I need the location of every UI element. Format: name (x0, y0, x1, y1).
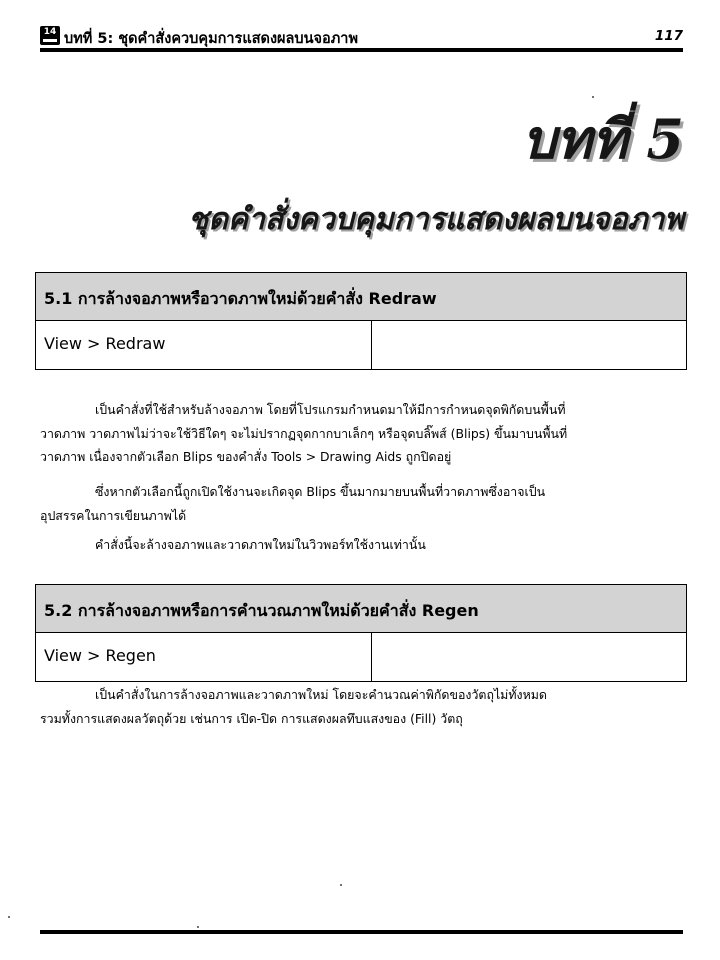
scan-speck (8, 916, 10, 918)
section-heading: 5.1 การล้างจอภาพหรือวาดภาพใหม่ด้วยคำสั่ง Redraw (36, 273, 686, 321)
paragraph-line: เป็นคำสั่งในการล้างจอภาพและวาดภาพใหม่ โดยจะคำนวณค่าพิกัดของวัตถุไม่ทั้งหมด (95, 687, 547, 702)
scan-speck (592, 96, 594, 98)
command-row (36, 321, 686, 369)
header-rule (40, 48, 683, 52)
paragraph (40, 480, 680, 527)
footer-rule (40, 930, 683, 934)
command-row (36, 633, 686, 681)
chapter-title: ชุดคำสั่งควบคุมการแสดงผลบนจอภาพ (188, 202, 684, 237)
running-title: บทที่ 5: ชุดคำสั่งควบคุมการแสดงผลบนจอภาพ (64, 31, 359, 47)
scan-speck (340, 884, 342, 886)
scan-speck (197, 926, 199, 928)
command-box-regen (35, 584, 687, 682)
paragraph-line: รวมทั้งการแสดงผลวัตถุด้วย เช่นการ เปิด-ปิด การแสดงผลทึบแสงของ (Fill) วัตถุ (40, 710, 463, 726)
paragraph (40, 398, 680, 469)
paragraph-line: วาดภาพ วาดภาพไม่ว่าจะใช้วิธีใดๆ จะไม่ปรากฏจุดกากบาเล็กๆ หรือจุดบลิ๊พส์ (Blips) ขึ้นมาบนพื้นที่ (40, 425, 568, 441)
book-logo-icon (40, 26, 60, 45)
chapter-label: บทที่ 5 (522, 107, 684, 171)
command-box-redraw (35, 272, 687, 370)
command-cell-empty (372, 321, 686, 369)
paragraph-line: เป็นคำสั่งที่ใช้สำหรับล้างจอภาพ โดยที่โปรแกรมกำหนดมาให้มีการกำหนดจุดพิกัดบนพื้นที่ (95, 402, 566, 417)
paragraph (40, 683, 680, 730)
logo-text: 14 (43, 27, 57, 37)
page-number: 117 (654, 28, 683, 44)
command-cell-empty (372, 633, 686, 681)
paragraph-line: ซึ่งหากตัวเลือกนี้ถูกเปิดใช้งานจะเกิดจุด Blips ขึ้นมากมายบนพื้นที่วาดภาพซึ่งอาจเป็น (95, 484, 546, 499)
logo-bar (43, 39, 57, 42)
section-heading: 5.2 การล้างจอภาพหรือการคำนวณภาพใหม่ด้วยคำสั่ง Regen (36, 585, 686, 633)
menu-path: View > Regen (36, 633, 372, 681)
paragraph (40, 533, 680, 557)
paragraph-line: อุปสรรคในการเขียนภาพได้ (40, 507, 187, 523)
paragraph-line: วาดภาพ เนื่องจากตัวเลือก Blips ของคำสั่ง Tools > Drawing Aids ถูกปิดอยู่ (40, 449, 452, 464)
paragraph-line: คำสั่งนี้จะล้างจอภาพและวาดภาพใหม่ในวิวพอร์ทใช้งานเท่านั้น (95, 537, 426, 552)
menu-path: View > Redraw (36, 321, 372, 369)
